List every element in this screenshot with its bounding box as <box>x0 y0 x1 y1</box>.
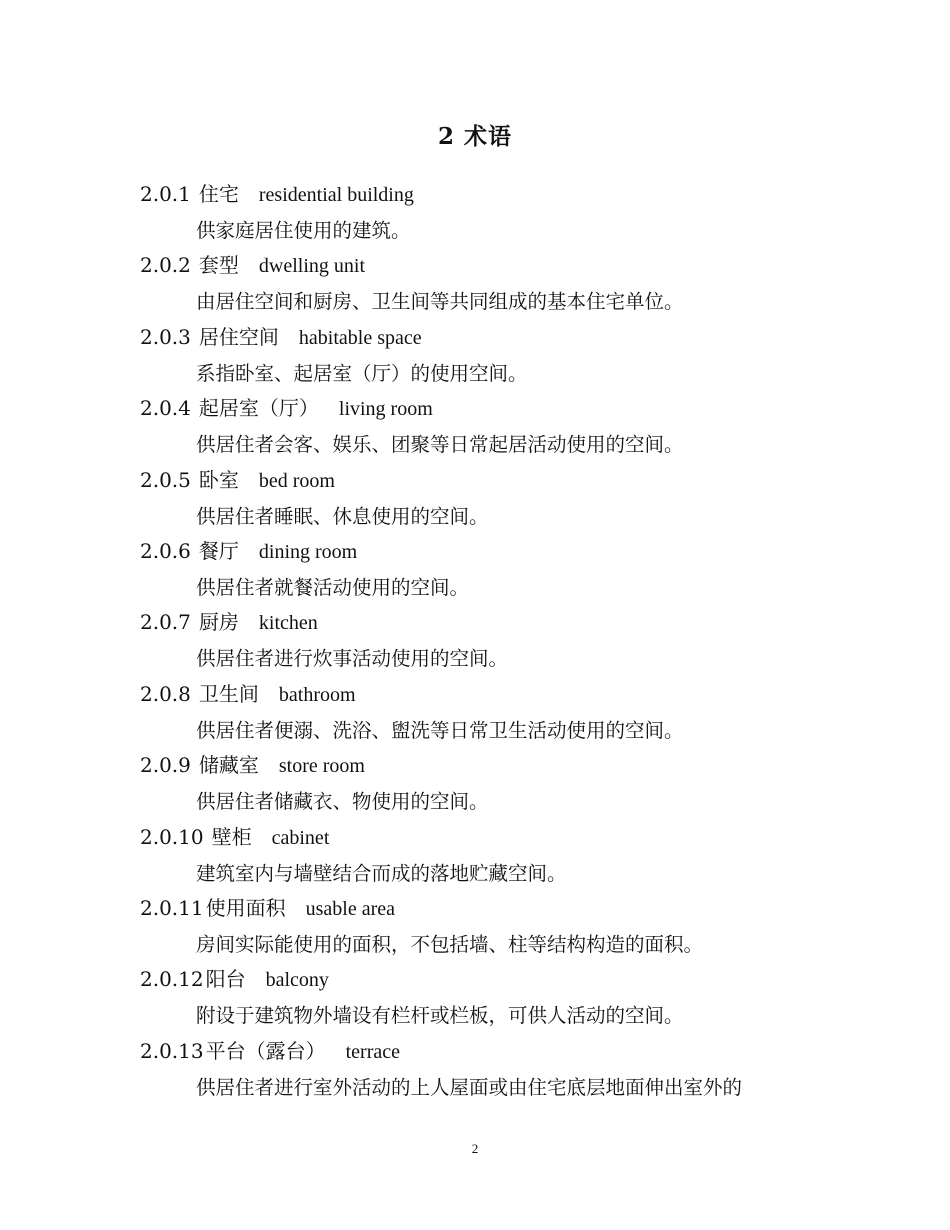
term-chinese: 餐厅 <box>198 538 239 563</box>
term-heading <box>140 750 860 781</box>
term-chinese: 起居室（厅） <box>198 396 319 421</box>
term-number: 2.0.7 <box>140 610 191 635</box>
term-english: usable area <box>305 897 396 920</box>
term-definition: 供居住者进行炊事活动使用的空间。 <box>196 647 509 671</box>
term-definition: 房间实际能使用的面积，不包括墙、柱等结构构造的面积。 <box>196 932 704 956</box>
term-english: habitable space <box>298 326 422 349</box>
term-number: 2.0.6 <box>140 538 191 563</box>
term-english: living room <box>338 398 433 421</box>
term-definition: 供居住者便溺、洗浴、盥洗等日常卫生活动使用的空间。 <box>196 718 684 742</box>
page-number: 2 <box>471 1141 479 1156</box>
term-english: dwelling unit <box>258 255 365 278</box>
term-entry <box>140 893 860 964</box>
term-definition: 供家庭居住使用的建筑。 <box>196 219 411 242</box>
term-chinese: 卫生间 <box>198 681 259 706</box>
term-entry <box>140 465 860 536</box>
term-definition: 供居住者会客、娱乐、团聚等日常起居活动使用的空间。 <box>196 433 684 457</box>
term-definition: 供居住者就餐活动使用的空间。 <box>196 575 470 599</box>
term-entry <box>140 393 860 464</box>
term-chinese: 使用面积 <box>205 895 286 920</box>
term-chinese: 居住空间 <box>198 324 279 349</box>
term-entry <box>140 964 860 1035</box>
term-entry <box>140 1036 860 1107</box>
term-number: 2.0.8 <box>140 681 191 706</box>
term-entry <box>140 679 860 750</box>
term-chinese: 住宅 <box>198 182 239 206</box>
term-chinese: 厨房 <box>198 610 239 635</box>
term-english: terrace <box>345 1040 401 1063</box>
term-number: 2.0.11 <box>140 895 204 920</box>
term-chinese: 阳台 <box>205 967 246 992</box>
page-title: 2 术语 <box>437 123 512 150</box>
term-chinese: 平台（露台） <box>205 1038 326 1063</box>
term-english: residential building <box>258 184 414 206</box>
term-heading <box>140 393 860 424</box>
term-number: 2.0.9 <box>140 753 191 778</box>
term-english: balcony <box>265 969 329 992</box>
term-heading <box>140 322 860 353</box>
term-number: 2.0.3 <box>140 324 191 349</box>
term-heading <box>140 250 860 281</box>
term-entry <box>140 750 860 821</box>
term-chinese: 卧室 <box>198 467 239 492</box>
term-english: bathroom <box>278 683 356 706</box>
term-entry <box>140 179 860 250</box>
term-english: dining room <box>258 540 358 563</box>
term-heading <box>140 679 860 710</box>
term-heading <box>140 893 860 924</box>
term-number: 2.0.1 <box>140 182 191 206</box>
term-definition: 系指卧室、起居室（厅）的使用空间。 <box>196 361 528 385</box>
term-definition: 由居住空间和厨房、卫生间等共同组成的基本住宅单位。 <box>196 290 684 314</box>
term-list <box>140 179 860 1107</box>
term-number: 2.0.10 <box>140 824 204 849</box>
term-definition: 建筑室内与墙壁结合而成的落地贮藏空间。 <box>196 861 567 885</box>
term-definition: 供居住者进行室外活动的上人屋面或由住宅底层地面伸出室外的 <box>196 1075 743 1099</box>
term-entry <box>140 250 860 321</box>
term-heading <box>140 1036 860 1067</box>
term-chinese: 储藏室 <box>198 753 259 778</box>
term-entry <box>140 536 860 607</box>
term-heading <box>140 465 860 496</box>
term-number: 2.0.12 <box>140 967 204 992</box>
term-number: 2.0.4 <box>140 396 191 421</box>
term-chinese: 壁柜 <box>211 824 252 849</box>
term-definition: 供居住者睡眠、休息使用的空间。 <box>196 504 489 528</box>
term-entry <box>140 822 860 893</box>
term-english: bed room <box>258 469 335 492</box>
term-heading <box>140 607 860 638</box>
term-number: 2.0.2 <box>140 253 191 278</box>
term-english: kitchen <box>258 612 318 635</box>
term-english: store room <box>278 755 365 778</box>
term-entry <box>140 607 860 678</box>
term-heading <box>140 822 860 853</box>
term-entry <box>140 322 860 393</box>
term-heading <box>140 536 860 567</box>
term-heading <box>140 964 860 995</box>
term-definition: 供居住者储藏衣、物使用的空间。 <box>196 790 489 814</box>
term-heading <box>140 179 860 210</box>
term-number: 2.0.13 <box>140 1038 204 1063</box>
term-english: cabinet <box>271 826 330 849</box>
term-number: 2.0.5 <box>140 467 191 492</box>
term-chinese: 套型 <box>198 253 239 278</box>
term-definition: 附设于建筑物外墙设有栏杆或栏板，可供人活动的空间。 <box>196 1004 684 1028</box>
